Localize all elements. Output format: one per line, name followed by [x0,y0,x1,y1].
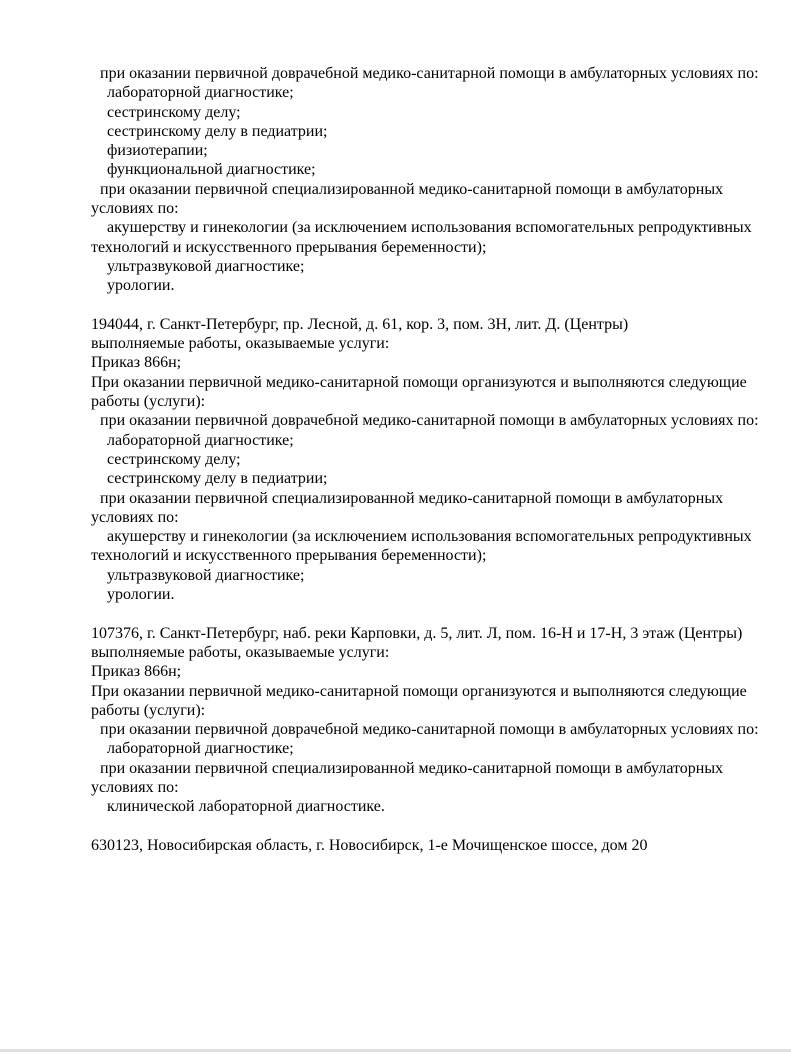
doc-line: при оказании первичной доврачебной медико-санитарной помощи в амбулаторных условиях по: [100,721,759,739]
doc-line: урологии. [107,586,175,604]
doc-line: акушерству и гинекологии (за исключением использования вспомогательных репродуктивных технологий и искусственного прерывания беременности); [91,219,752,256]
doc-line: функциональной диагностике; [107,161,316,179]
doc-line: Приказ 866н; [91,354,182,372]
address-line: 630123, Новосибирская область, г. Новосибирск, 1-е Мочищенское шоссе, дом 20 [91,836,648,854]
doc-line: лабораторной диагностике; [107,431,294,449]
doc-line: при оказании первичной специализированной медико-санитарной помощи в амбулаторных условиях по: [91,180,724,218]
doc-line: При оказании первичной медико-санитарной помощи организуются и выполняются следующие работы (услуги): [91,373,747,411]
bottom-divider [0,1049,791,1052]
address-line: 107376, г. Санкт-Петербург, наб. реки Карповки, д. 5, лит. Л, пом. 16-Н и 17-Н, 3 этаж (Центры) [91,624,743,642]
doc-line: акушерству и гинекологии (за исключением использования вспомогательных репродуктивных технологий и искусственного прерывания беременности); [91,528,752,565]
doc-line: урологии. [107,277,175,295]
doc-line: При оказании первичной медико-санитарной помощи организуются и выполняются следующие работы (услуги): [91,682,747,719]
section-address-194044 [91,315,759,604]
doc-line: сестринскому делу в педиатрии; [107,470,328,488]
doc-line: сестринскому делу; [107,450,241,468]
doc-line: лабораторной диагностике; [107,740,294,758]
address-line: 194044, г. Санкт-Петербург, пр. Лесной, д. 61, кор. 3, пом. 3Н, лит. Д. (Центры) [91,315,629,333]
doc-line: Приказ 866н; [91,663,182,681]
doc-line: выполняемые работы, оказываемые услуги: [91,643,390,661]
doc-line: выполняемые работы, оказываемые услуги: [91,335,390,353]
license-document-text [91,64,759,855]
doc-line: ультразвуковой диагностике; [107,566,305,584]
section-address-107376 [91,624,759,817]
doc-line: сестринскому делу; [107,103,241,121]
doc-line: лабораторной диагностике; [107,84,294,102]
doc-line: при оказании первичной специализированной медико-санитарной помощи в амбулаторных условиях по: [91,489,724,526]
doc-line: при оказании первичной доврачебной медико-санитарной помощи в амбулаторных условиях по: [100,65,759,82]
doc-line: при оказании первичной специализированной медико-санитарной помощи в амбулаторных условиях по: [91,759,724,796]
section-address-630123 [91,836,759,855]
doc-line: ультразвуковой диагностике; [107,257,305,275]
doc-line: при оказании первичной доврачебной медико-санитарной помощи в амбулаторных условиях по: [100,412,759,430]
doc-line: клинической лабораторной диагностике. [107,798,385,816]
doc-line: сестринскому делу в педиатрии; [107,122,328,140]
section-services-continuation [91,64,759,296]
doc-line: физиотерапии; [107,142,208,160]
